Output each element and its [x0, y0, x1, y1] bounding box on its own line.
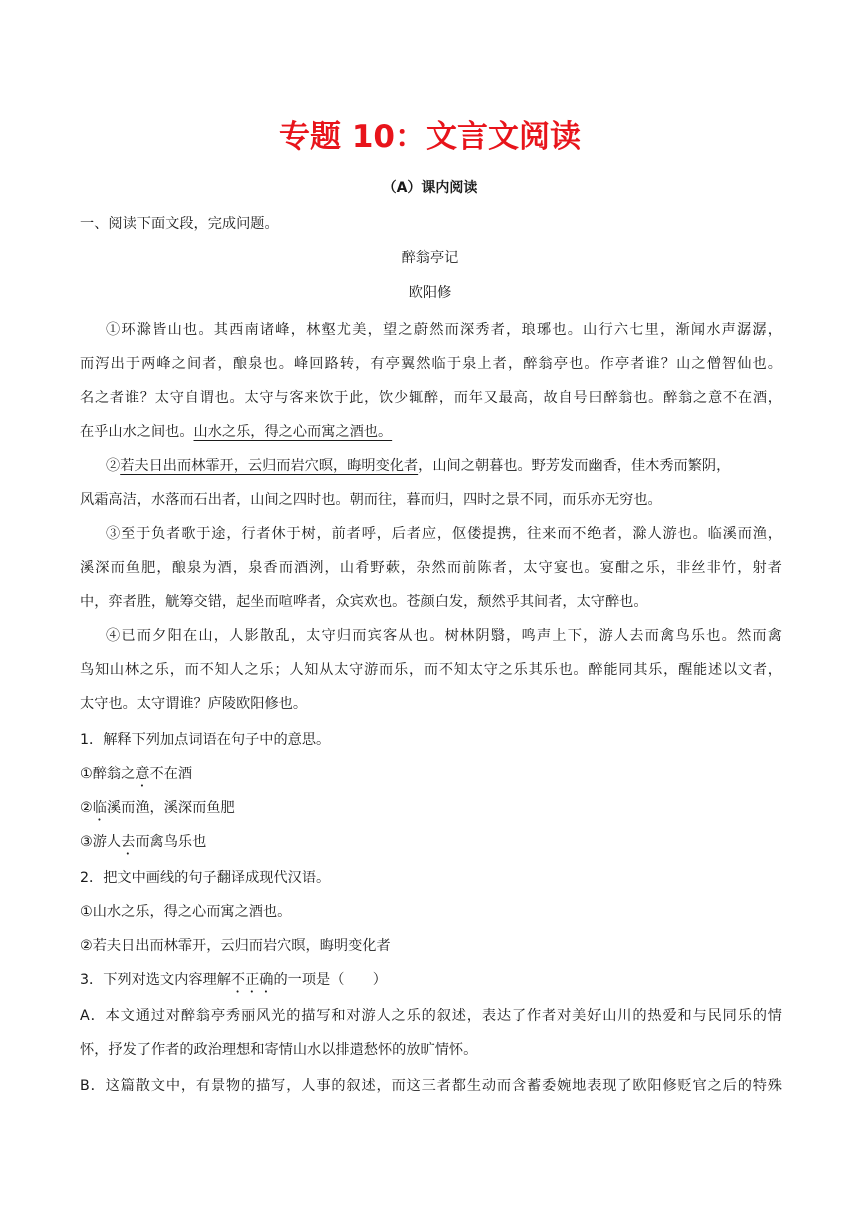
underlined-sentence-2: 若夫日出而林霏开，云归而岩穴暝，晦明变化者: [120, 458, 419, 474]
section-heading: （A）课内阅读: [382, 180, 478, 196]
passage-p4-line1: ④已而夕阳在山，人影散乱，太守归而宾客从也。树林阴翳，鸣声上下，游人去而禽鸟乐也。然而禽: [106, 628, 782, 644]
q3-stem-after: 的一项是（ ）: [273, 972, 387, 988]
question-2-item-2: ②若夫日出而林霏开，云归而岩穴暝，晦明变化者: [80, 938, 391, 954]
option-b-line1: B．这篇散文中，有景物的描写，人事的叙述，而这三者都生动而含蓄委婉地表现了欧阳修贬官之后的特殊: [80, 1078, 782, 1094]
question-1-item-2: [80, 796, 782, 824]
question-1-stem: 1．解释下列加点词语在句子中的意思。: [80, 732, 331, 748]
dotted-word: 临: [92, 800, 107, 816]
passage-p3-line3: 中，弈者胜，觥筹交错，起坐而喧哗者，众宾欢也。苍颜白发，颓然乎其间者，太守醉也。: [80, 594, 648, 610]
q3-stem-before: 3．下列对选文内容理解: [80, 972, 231, 988]
passage-p1-line3: 名之者谁？太守自谓也。太守与客来饮于此，饮少辄醉，而年又最高，故自号曰醉翁也。醉翁之意不在酒，: [80, 390, 782, 406]
page-title: 专题 10：文言文阅读: [279, 119, 581, 155]
q1-item2-before: ②: [80, 800, 93, 816]
passage-author: 欧阳修: [408, 285, 452, 301]
q1-item3-after: 而禽鸟乐也: [135, 834, 207, 850]
passage-p4-line3: 太守也。太守谓谁？庐陵欧阳修也。: [80, 696, 308, 712]
question-2-item-1: ①山水之乐，得之心而寓之酒也。: [80, 904, 292, 920]
passage-p4-line2: 鸟知山林之乐，而不知人之乐；人知从太守游而乐，而不知太守之乐其乐也。醉能同其乐，醒能述以文者，: [80, 662, 782, 678]
option-a-line1: A．本文通过对醉翁亭秀丽风光的描写和对游人之乐的叙述，表达了作者对美好山川的热爱和与民同乐的情: [80, 1008, 782, 1024]
question-3-stem: [80, 968, 782, 996]
question-1-item-1: [80, 762, 782, 790]
dotted-word: 不正确: [230, 972, 274, 988]
passage-title: 醉翁亭记: [401, 250, 459, 266]
q1-item2-after: 溪而渔，溪深而鱼肥: [106, 800, 235, 816]
paragraph-number-2: ②: [106, 458, 121, 474]
passage-p1-line1: ①环滁皆山也。其西南诸峰，林壑尤美，望之蔚然而深秀者，琅琊也。山行六七里，渐闻水声潺潺，: [106, 322, 782, 338]
dotted-word: 意: [135, 766, 150, 782]
passage-p2-line1-rest: ，山间之朝暮也。野芳发而幽香，佳木秀而繁阴，: [418, 458, 731, 474]
q1-item1-after: 不在酒: [149, 766, 193, 782]
underlined-sentence-1: 山水之乐，得之心而寓之酒也。: [193, 424, 393, 440]
passage-p2-line2: 风霜高洁，水落而石出者，山间之四时也。朝而往，暮而归，四时之景不同，而乐亦无穷也。: [80, 492, 662, 508]
passage-p2-line1: [106, 454, 782, 478]
passage-p1-line4: [80, 420, 782, 444]
dotted-word: 去: [121, 834, 136, 850]
question-2-stem: 2．把文中画线的句子翻译成现代汉语。: [80, 870, 331, 886]
passage-p3-line1: ③至于负者歌于途，行者休于树，前者呼，后者应，伛偻提携，往来而不绝者，滁人游也。临溪而渔，: [106, 526, 782, 542]
q1-item1-before: ①醉翁之: [80, 766, 136, 782]
q1-item3-before: ③游人: [80, 834, 122, 850]
instruction-text: 一、阅读下面文段，完成问题。: [80, 216, 279, 232]
passage-p3-line2: 溪深而鱼肥，酿泉为酒，泉香而酒洌，山肴野蔌，杂然而前陈者，太守宴也。宴酣之乐，非丝非竹，射者: [80, 560, 782, 576]
question-1-item-3: [80, 830, 782, 858]
passage-p1-line4-plain: 在乎山水之间也。: [80, 424, 194, 440]
passage-p1-line2: 而泻出于两峰之间者，酿泉也。峰回路转，有亭翼然临于泉上者，醉翁亭也。作亭者谁？山之僧智仙也。: [80, 356, 782, 372]
option-a-line2: 怀，抒发了作者的政治理想和寄情山水以排遣愁怀的放旷情怀。: [80, 1042, 478, 1058]
